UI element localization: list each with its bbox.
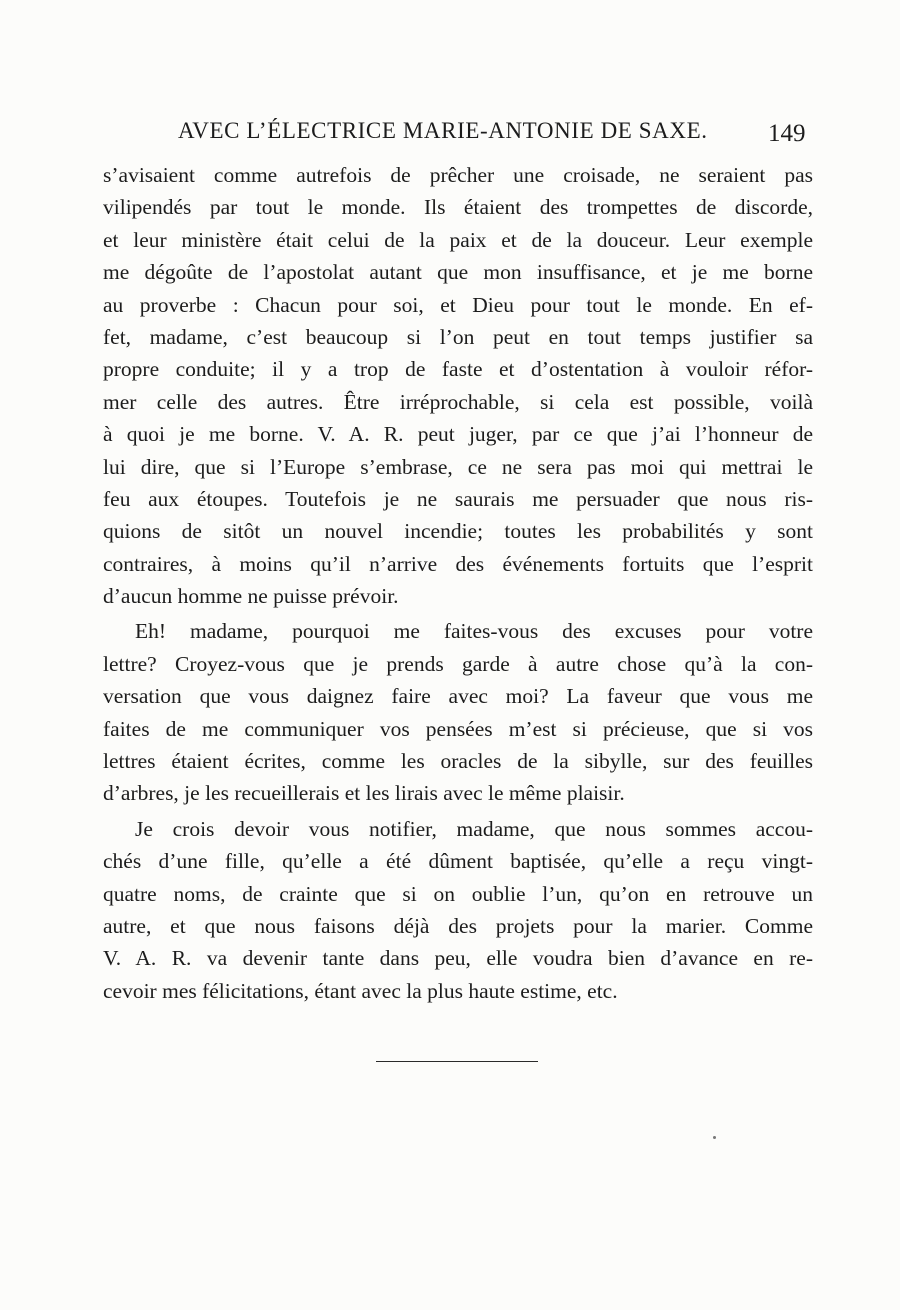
text-line: chés d’une fille, qu’elle a été dûment baptisée, qu’elle a reçu vingt- [103,849,813,874]
text-line: Eh! madame, pourquoi me faites-vous des excuses pour votre [135,619,813,644]
text-line: quatre noms, de crainte que si on oublie l’un, qu’on en retrouve un [103,881,813,906]
text-line: autre, et que nous faisons déjà des projets pour la marier. Comme [103,913,813,938]
text-line: contraires, à moins qu’il n’arrive des événements fortuits que l’esprit [103,551,813,576]
end-rule [376,1061,538,1062]
text-line: fet, madame, c’est beaucoup si l’on peut en tout temps justifier sa [103,324,813,349]
paragraph-1 [103,159,813,612]
running-title: AVEC L’ÉLECTRICE MARIE-ANTONIE DE SAXE. [178,118,708,143]
text-line: au proverbe : Chacun pour soi, et Dieu pour tout le monde. En ef- [103,292,813,317]
text-line: d’aucun homme ne puisse prévoir. [103,584,399,609]
text-line: vilipendés par tout le monde. Ils étaient des trompettes de discorde, [103,195,813,220]
text-line: Je crois devoir vous notifier, madame, que nous sommes accou- [135,816,813,841]
text-line: lui dire, que si l’Europe s’embrase, ce ne sera pas moi qui mettrai le [103,454,813,479]
text-line: lettres étaient écrites, comme les oracles de la sibylle, sur des feuilles [103,749,813,774]
ink-speck [713,1136,716,1139]
text-line: propre conduite; il y a trop de faste et d’ostentation à vouloir réfor- [103,357,813,382]
text-line: cevoir mes félicitations, étant avec la plus haute estime, etc. [103,978,618,1003]
paragraph-2 [103,615,813,809]
paragraph-3 [103,813,813,1007]
text-line: feu aux étoupes. Toutefois je ne saurais me persuader que nous ris- [103,486,813,511]
text-line: faites de me communiquer vos pensées m’est si précieuse, que si vos [103,716,813,741]
text-line: mer celle des autres. Être irréprochable, si cela est possible, voilà [103,389,813,414]
text-line: s’avisaient comme autrefois de prêcher une croisade, ne seraient pas [103,163,813,187]
text-line: V. A. R. va devenir tante dans peu, elle voudra bien d’avance en re- [103,946,813,971]
page-number: 149 [768,120,806,147]
text-line: lettre? Croyez-vous que je prends garde à autre chose qu’à la con- [103,651,813,676]
text-line: me dégoûte de l’apostolat autant que mon insuffisance, et je me borne [103,260,813,285]
text-line: à quoi je me borne. V. A. R. peut juger, par ce que j’ai l’honneur de [103,422,813,447]
letter-body [103,159,813,1007]
text-line: et leur ministère était celui de la paix et de la douceur. Leur exemple [103,227,813,252]
text-line: quions de sitôt un nouvel incendie; toutes les probabilités y sont [103,519,813,544]
text-line: versation que vous daignez faire avec moi? La faveur que vous me [103,684,813,709]
text-line: d’arbres, je les recueillerais et les lirais avec le même plaisir. [103,781,625,806]
